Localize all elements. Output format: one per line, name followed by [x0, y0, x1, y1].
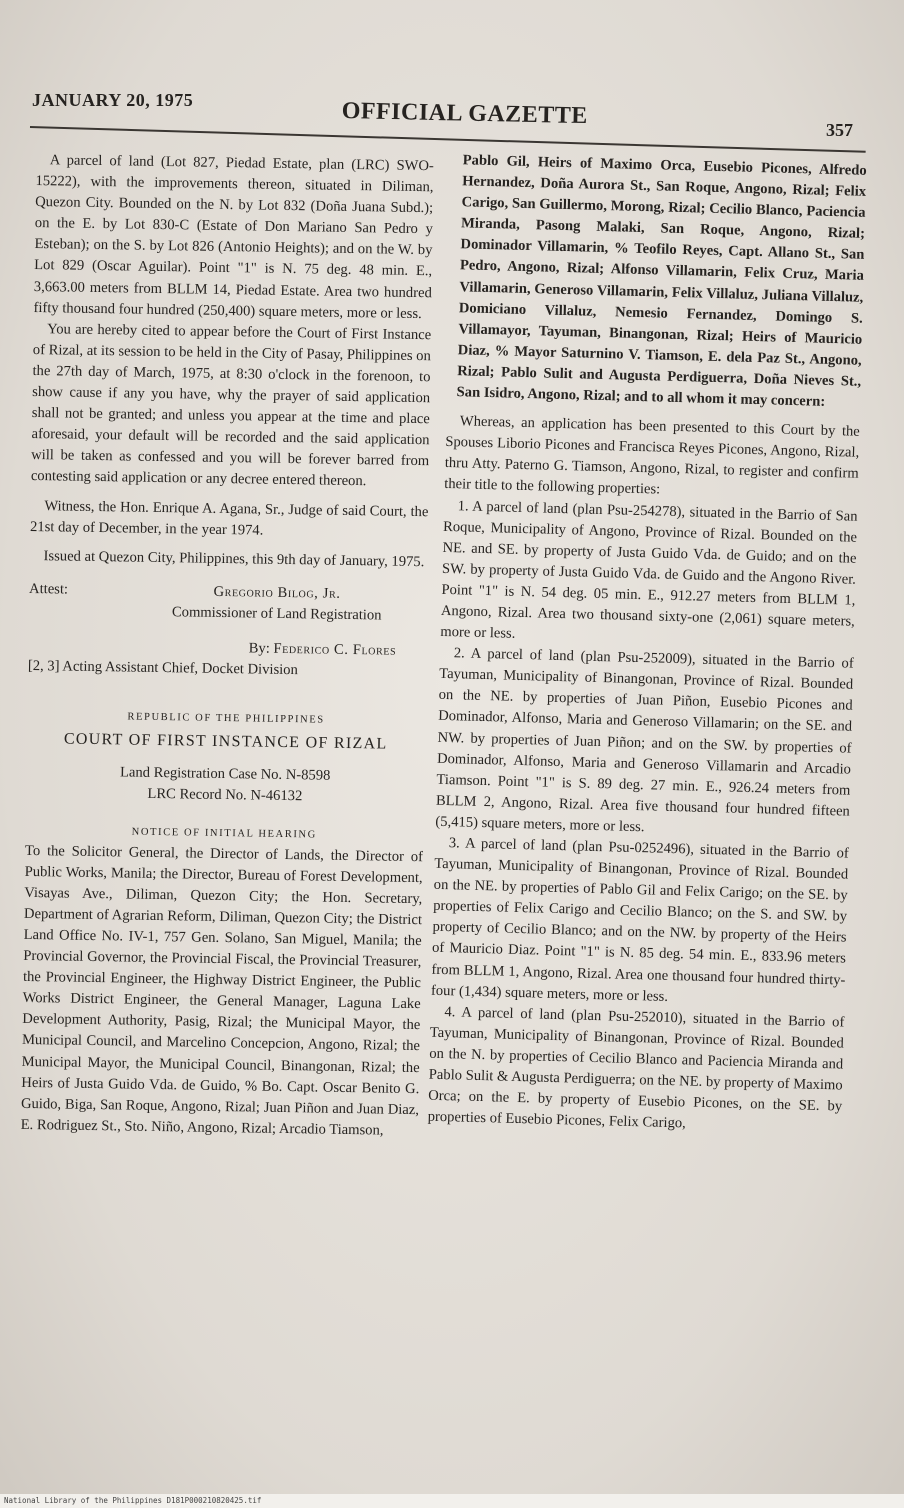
whereas-paragraph: Whereas, an application has been presented to this Court by the Spouses Liborio Picones and Francisca Reyes Picones, Angono, Rizal, thru Atty. Paterno G. Tiamson, Angono, Rizal, to register and confirm their title to the following properties:	[444, 413, 860, 498]
page-number: 357	[826, 120, 853, 140]
attest-signatory	[127, 580, 428, 627]
attest-label: Attest:	[28, 580, 69, 598]
by-prefix: By:	[248, 640, 274, 657]
addressees-continued: Pablo Gil, Heirs of Maximo Orca, Eusebio Picones, Alfredo Hernandez, Doña Aurora St., San Roque, Angono, Rizal; Felix Carigo, San Guillermo, Morong, Rizal; Cecilio Blanco, Paciencia Miranda, Pasong Malaki, San Roque, Angono, Rizal; Dominador Villamarin, % Teofilo Reyes, Capt. Allano St., San Pedro, Angono, Rizal; Alfonso Villamarin, Felix Cruz, Maria Villamarin, Generoso Villamarin, Felix Villaluz, Juliana Villaluz, Domiciano Villaluz, Nemesio Fernandez, Domingo S. Villamayor, Tayuman, Binangonan, Rizal; Heirs of Mauricio Diaz, % Mayor Saturnino V. Tiamson, E. dela Paz St., Angono, Rizal; Pablo Sulit and Augusta Perdiguerra, Doña Nieves St., San Isidro, Angono, Rizal; and to all whom it may concern:	[456, 152, 867, 410]
left-column	[21, 150, 434, 1142]
attest-block	[29, 579, 428, 627]
page-header	[0, 0, 904, 160]
case-number: Land Registration Case No. N-8598	[119, 764, 331, 785]
notice-heading-block	[25, 705, 425, 847]
parcel-item-3: 3. A parcel of land (plan Psu-0252496), situated in the Barrio of Tayuman, Municipality of Binangonan, Province of Rizal. Bounded on the NE. by properties of Pablo Gil and Felix Carigo; on the SE. by properties of Felix Carigo and Cecilio Blanco; on the S. and SW. by property of Cecilio Blanco; and on the NW. by property of the Heirs of Mauricio Diaz. Point "1" is N. 85 deg. 54 min. E., 833.96 meters from BLLM 1, Angono, Rizal. Area one thousand four hundred thirty-four (1,434) square meters, more or less.	[430, 835, 849, 1005]
witness-paragraph: Witness, the Hon. Enrique A. Agana, Sr., Judge of said Court, the 21st day of December, in the year 1974.	[29, 497, 429, 539]
issue-date: JANUARY 20, 1975	[32, 90, 194, 110]
court-heading: COURT OF FIRST INSTANCE OF RIZAL	[63, 730, 388, 753]
attest-title: Commissioner of Land Registration	[171, 604, 382, 624]
citation-paragraph: You are hereby cited to appear before the Court of First Instance of Rizal, at its session to be held in the City of Pasay, Philippines on the 27th day of March, 1975, at 8:30 o'clock in the forenoon, to show cause if any you have, why the prayer of said application shall not be granted; and unless you appear at the time and place aforesaid, your default will be recorded and the said application will be taken as confessed and you will be forever barred from contesting said application or any decree entered thereon.	[30, 320, 432, 490]
issued-paragraph: Issued at Quezon City, Philippines, this 9th day of January, 1975.	[43, 547, 425, 570]
by-title: Acting Assistant Chief, Docket Division	[62, 658, 298, 679]
attest-name: Gregorio Bilog, Jr.	[213, 583, 341, 602]
publication-title: OFFICIAL GAZETTE	[341, 98, 589, 130]
issue-reference: [2, 3]	[27, 657, 60, 675]
republic-heading: REPUBLIC OF THE PHILIPPINES	[127, 711, 325, 726]
parcel-description: A parcel of land (Lot 827, Piedad Estate, plan (LRC) SWO-15222), with the improvements thereon, situated in Diliman, Quezon City. Bounded on the N. by Lot 832 (Doña Juana Subd.); on the E. by Lot 830-C (Estate of Don Mariano San Pedro y Esteban); on the S. by Lot 826 (Antonio Heights); and on the W. by Lot 829 (Oscar Aguilar). Point "1" is N. 75 deg. 48 min. E., 3,663.00 meters from BLLM 14, Piedad Estate. Area two hundred fifty thousand four hundred (250,400) square meters, more or less.	[33, 152, 434, 322]
header-rule	[30, 126, 866, 153]
addressees-paragraph: To the Solicitor General, the Director of Lands, the Director of Public Works, Manila; the Director, Bureau of Forest Development, Visayas Ave., Diliman, Quezon City; the Hon. Secretary, Department of Agrarian Reform, Diliman, Quezon City; the District Land Office No. IV-1, 757 Gen. Solano, San Miguel, Manila; the Provincial Governor, the Provincial Fiscal, the Provincial Treasurer, the Provincial Engineer, the Highway District Engineer, the Public Works District Engineer, the General Manager, Laguna Lake Development Authority, Pasig, Rizal; the Municipal Mayor, the Municipal Council, and Marcelino Concepcion, Angono, Rizal; the Municipal Mayor, the Municipal Council, Binangonan, Rizal; the Heirs of Justa Guido Vda. de Guido, % Bo. Capt. Oscar Benito G. Guido, Biga, San Roque, Angono, Rizal; Juan Piñon and Juan Diaz, E. Rodriguez St., Sto. Niño, Angono, Rizal; Arcadio Tiamson,	[20, 842, 424, 1139]
scan-footer: National Library of the Philippines D181P000210820425.tif	[0, 1494, 904, 1508]
parcel-item-2: 2. A parcel of land (plan Psu-252009), situated in the Barrio of Tayuman, Municipality of Binangonan, Province of Rizal. Bounded on the NE. by properties of Juan Piñon, Eusebio Picones and Dominador, Alfonso, Maria and Generoso Villamarin; on the SE. and NW. by properties of Juan Piñon; and on the SW. by properties of Dominador, Alfonso, Maria and Generoso Villamarin and Arcadio Tiamson. Point "1" is S. 89 deg. 27 min. E., 926.24 meters from BLLM 2, Angono, Rizal. Area five thousand four hundred fifteen (5,415) square meters, more or less.	[435, 645, 854, 836]
parcel-item-1: 1. A parcel of land (plan Psu-254278), situated in the Barrio of San Roque, Municipality of Angono, Province of Rizal. Bounded on the NE. and SE. by property of Justa Guido Vda. de Guido; and on the SW. by property of Justa Guido Vda. de Guido and the Angono River. Point "1" is N. 54 deg. 05 min. E., 912.27 meters from BLLM 1, Angono, Rizal. Area two thousand sixty-one (2,061) square meters, more or less.	[440, 497, 858, 642]
by-name: Federico C. Flores	[273, 640, 397, 659]
parcel-item-4: 4. A parcel of land (plan Psu-252010), situated in the Barrio of Tayuman, Municipality of Binangonan, Province of Rizal. Bounded on the N. by properties of Cecilio Blanco and Paciencia Miranda and Pablo Sulit & Augusta Perdiguerra; on the NE. by property of Maximo Orca; on the E. by property of Eusebio Picones, on the SE. by properties of Eusebio Picones, Felix Carigo,	[427, 1003, 845, 1132]
right-column	[427, 150, 866, 1139]
lrc-record-number: LRC Record No. N-46132	[147, 786, 303, 805]
notice-title: NOTICE OF INITIAL HEARING	[131, 826, 317, 841]
